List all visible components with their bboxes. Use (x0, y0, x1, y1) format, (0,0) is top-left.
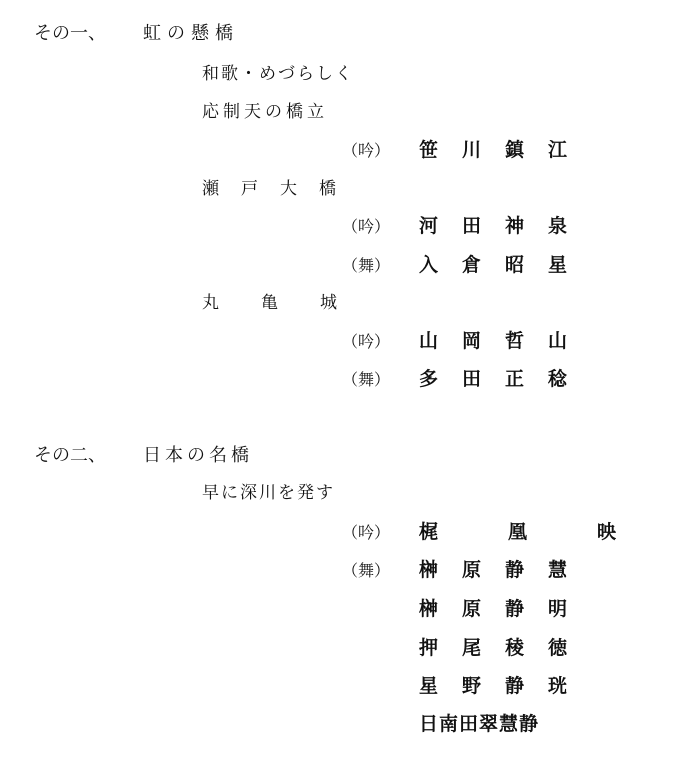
work-title: 応制天の橋立 (202, 102, 328, 122)
performer-role: （吟） (342, 523, 391, 542)
work-title: 早に深川を発す (202, 483, 335, 503)
work-title: 瀬戸大橋 (202, 179, 358, 199)
performer-name: 榊原静明 (419, 598, 592, 620)
section-number: その一、 (34, 23, 106, 44)
performer-role: （舞） (342, 561, 391, 580)
work-title: 和歌・めづらしく (202, 64, 354, 84)
performer-role: （吟） (342, 332, 391, 351)
performer-name: 山岡哲山 (419, 330, 592, 352)
performer-role: （吟） (342, 217, 391, 236)
performer-name: 笹川鎮江 (419, 139, 592, 161)
performer-name: 榊原静慧 (419, 559, 592, 581)
performer-role: （吟） (342, 141, 391, 160)
performer-name: 入倉昭星 (419, 254, 592, 276)
performer-role: （舞） (342, 256, 391, 275)
work-title: 丸亀城 (202, 293, 379, 313)
section-title: 日本の名橋 (143, 445, 253, 466)
section-number: その二、 (34, 445, 106, 466)
performer-name: 河田神泉 (419, 215, 592, 237)
performer-role: （舞） (342, 370, 391, 389)
performer-name: 日南田翠慧静 (419, 713, 540, 735)
section-title: 虹の懸橋 (143, 23, 239, 44)
performer-name: 星野静珖 (419, 675, 592, 697)
performer-name: 梶凰映 (419, 521, 686, 543)
performer-name: 押尾稜徳 (419, 637, 592, 659)
performer-name: 多田正稔 (419, 368, 592, 390)
